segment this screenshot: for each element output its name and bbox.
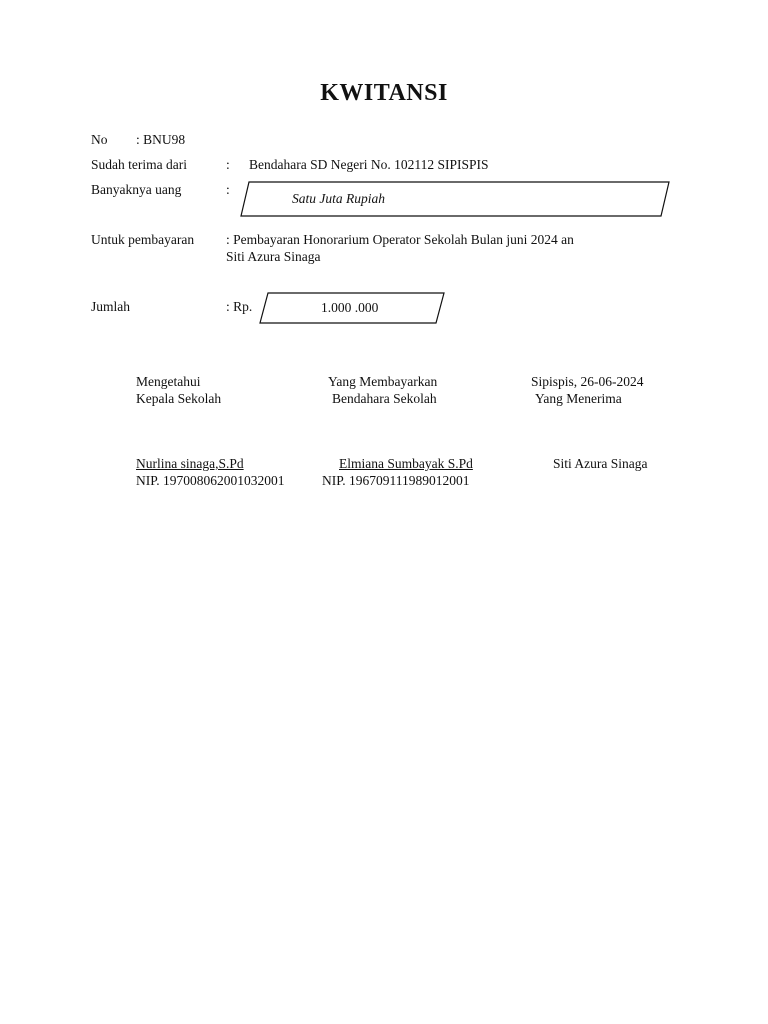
total-value: 1.000 .000 (321, 300, 379, 315)
sig1-role1: Mengetahui (136, 374, 201, 389)
no-value: : BNU98 (136, 132, 186, 147)
sig2-role1: Yang Membayarkan (328, 374, 438, 389)
sig3-place-date: Sipispis, 26-06-2024 (531, 374, 644, 389)
amount-words-colon: : (226, 182, 230, 197)
total-prefix: : Rp. (226, 299, 253, 314)
no-label: No (91, 132, 108, 147)
amount-words-label: Banyaknya uang (91, 182, 182, 197)
payment-for-line2: Siti Azura Sinaga (226, 249, 321, 264)
amount-words-value: Satu Juta Rupiah (292, 191, 385, 206)
sig1-role2: Kepala Sekolah (136, 391, 222, 406)
sig3-name: Siti Azura Sinaga (553, 456, 648, 471)
sig1-name: Nurlina sinaga,S.Pd (136, 456, 244, 471)
total-box (259, 292, 447, 326)
sig2-nip: NIP. 196709111989012001 (322, 473, 470, 488)
sig2-role2: Bendahara Sekolah (332, 391, 437, 406)
sig3-role: Yang Menerima (535, 391, 622, 406)
sig1-nip: NIP. 197008062001032001 (136, 473, 285, 488)
received-from-colon: : (226, 157, 230, 172)
payment-for-label: Untuk pembayaran (91, 232, 195, 247)
amount-words-box (240, 181, 672, 219)
received-from-value: Bendahara SD Negeri No. 102112 SIPISPIS (249, 157, 489, 172)
payment-for-line1: : Pembayaran Honorarium Operator Sekolah Bulan juni 2024 an (226, 232, 574, 247)
document-title: KWITANSI (320, 80, 448, 106)
received-from-label: Sudah terima dari (91, 157, 187, 172)
sig2-name: Elmiana Sumbayak S.Pd (339, 456, 473, 471)
total-label: Jumlah (91, 299, 130, 314)
